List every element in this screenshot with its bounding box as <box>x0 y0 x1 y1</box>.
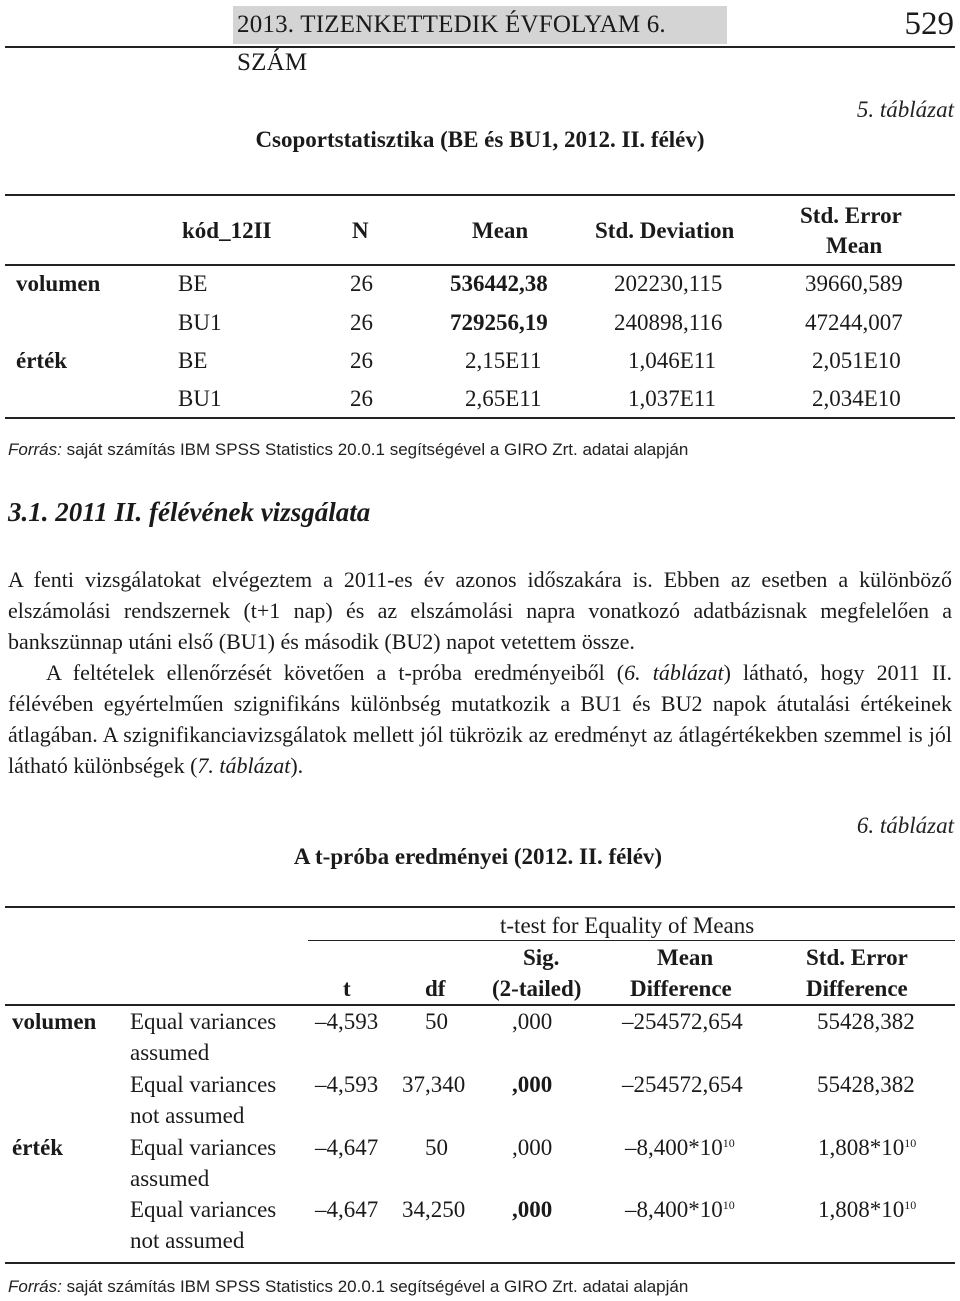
table5-col-mean: Mean <box>472 218 529 243</box>
table5-stddev: 1,046E11 <box>628 348 716 373</box>
source-label: Forrás: <box>8 440 62 459</box>
table6-df: 34,250 <box>402 1197 466 1222</box>
table6-variance-2: assumed <box>130 1166 210 1191</box>
table-ref: 6. táblázat <box>624 660 724 685</box>
table6-md-base: –8,400*10 <box>625 1197 723 1222</box>
table6-md-exp: 10 <box>722 1198 735 1212</box>
table6-group: érték <box>12 1135 64 1160</box>
table5-code: BE <box>178 348 208 373</box>
table6-col-sig-2: (2-tailed) <box>492 976 582 1001</box>
table6-md-base: –8,400*10 <box>625 1135 723 1160</box>
table6-sig: ,000 <box>512 1072 553 1097</box>
table5-n: 26 <box>350 348 373 373</box>
table6-se: 55428,382 <box>817 1009 915 1034</box>
table6-variance: Equal variances <box>130 1009 277 1034</box>
table5-stderr: 2,034E10 <box>812 386 901 411</box>
table5-mean: 2,15E11 <box>465 348 542 373</box>
table6-group: volumen <box>12 1009 97 1034</box>
table6-se-base: 1,808*10 <box>818 1197 905 1222</box>
source-text: saját számítás IBM SPSS Statistics 20.0.1 segítségével a GIRO Zrt. adatai alapján <box>66 1277 689 1296</box>
table5-stderr: 47244,007 <box>805 310 903 335</box>
table6-bottom-rule <box>5 1262 955 1264</box>
table6-variance-2: assumed <box>130 1040 210 1065</box>
table6-col-se-2: Difference <box>806 976 908 1001</box>
table5-label: 5. táblázat <box>856 97 954 122</box>
paragraph-2-part: A feltételek ellenőrzését követően a t-próba eredményeiből ( <box>46 660 625 685</box>
table5-n: 26 <box>350 271 373 296</box>
table6-md: –254572,654 <box>622 1072 743 1097</box>
table5-col-stderr: Std. Error <box>800 203 902 228</box>
table5-group: érték <box>16 348 68 373</box>
table5-code: BU1 <box>178 310 222 335</box>
table6-df: 37,340 <box>402 1072 466 1097</box>
paragraph-2-part: ). <box>290 753 304 778</box>
table5-source <box>8 440 688 460</box>
table5-group: volumen <box>16 271 101 296</box>
table-ref: 7. táblázat <box>197 753 291 778</box>
table5-stderr: 2,051E10 <box>812 348 901 373</box>
table5-mean: 729256,19 <box>450 310 548 335</box>
table6-t: –4,647 <box>315 1135 379 1160</box>
table5-col-n: N <box>352 218 369 243</box>
table6-head-rule <box>5 1004 955 1006</box>
table6-super-rule <box>308 940 955 941</box>
table5-code: BE <box>178 271 208 296</box>
source-label: Forrás: <box>8 1277 62 1296</box>
table6-df: 50 <box>425 1009 448 1034</box>
table6-sig: ,000 <box>512 1197 553 1222</box>
table6-se-base: 1,808*10 <box>818 1135 905 1160</box>
table5-title: Csoportstatisztika (BE és BU1, 2012. II. félév) <box>255 127 705 152</box>
table5-stddev: 202230,115 <box>614 271 723 296</box>
table6-md <box>625 1134 735 1161</box>
table6-col-md-2: Difference <box>630 976 732 1001</box>
table6-md: –254572,654 <box>622 1009 743 1034</box>
table5-head-rule <box>5 264 955 266</box>
table6-variance: Equal variances <box>130 1135 277 1160</box>
source-text: saját számítás IBM SPSS Statistics 20.0.1 segítségével a GIRO Zrt. adatai alapján <box>66 440 689 459</box>
table6-df: 50 <box>425 1135 448 1160</box>
table5-n: 26 <box>350 310 373 335</box>
running-header <box>0 0 960 76</box>
table6-variance: Equal variances <box>130 1197 277 1222</box>
table6-sig: ,000 <box>512 1135 553 1160</box>
paragraph-2 <box>8 657 952 781</box>
table6-col-se: Std. Error <box>806 945 908 970</box>
table6-source <box>8 1277 688 1297</box>
table5-bottom-rule <box>5 417 955 419</box>
table6-label: 6. táblázat <box>856 813 954 838</box>
table6-se-exp: 10 <box>904 1136 917 1150</box>
table5-mean: 2,65E11 <box>465 386 542 411</box>
table6-md <box>625 1196 735 1223</box>
table6-col-md: Mean <box>657 945 714 970</box>
table5-top-rule <box>5 194 955 196</box>
table5-stderr: 39660,589 <box>805 271 903 296</box>
table5-n: 26 <box>350 386 373 411</box>
table6-variance-2: not assumed <box>130 1103 245 1128</box>
table6-super-header: t-test for Equality of Means <box>500 913 755 938</box>
header-rule <box>5 46 955 48</box>
body-text <box>8 564 952 781</box>
table6-sig: ,000 <box>512 1009 553 1034</box>
table5-col-stddev: Std. Deviation <box>595 218 735 243</box>
table6-se-exp: 10 <box>904 1198 917 1212</box>
table6-top-rule <box>5 906 955 908</box>
paragraph-2-part: ) látható, hogy 2011 II. félévében egyértelműen szignifikáns különbség mutatkozik a BU1 és BU2 napok átutalási értékeinek átlagában. A szignifikanciavizsgálatok mellett jól tükrözik az eredményt az átlagértékekben szemmel is jól látható különbségek ( <box>8 660 952 778</box>
table5-stddev: 1,037E11 <box>628 386 716 411</box>
table6-t: –4,593 <box>315 1009 379 1034</box>
table5-stddev: 240898,116 <box>614 310 723 335</box>
journal-title: 2013. TIZENKETTEDIK ÉVFOLYAM 6. SZÁM <box>233 6 727 44</box>
page-number: 529 <box>904 6 954 42</box>
table5-col-stderr-2: Mean <box>826 233 883 258</box>
table6-se: 55428,382 <box>817 1072 915 1097</box>
table6-col-t: t <box>343 976 351 1001</box>
table6-variance-2: not assumed <box>130 1228 245 1253</box>
table6-col-sig: Sig. <box>523 945 560 970</box>
table6-se <box>818 1196 916 1223</box>
table6-se <box>818 1134 916 1161</box>
table5-col-code: kód_12II <box>182 218 272 243</box>
table6-col-df: df <box>425 976 446 1001</box>
table6-t: –4,593 <box>315 1072 379 1097</box>
paragraph-1: A fenti vizsgálatokat elvégeztem a 2011-es év azonos időszakára is. Ebben az esetben a különböző elszámolási rendszernek (t+1 nap) és az elszámolási napra vonatkozó adatbázisnak megfelelően a bankszünnap utáni első (BU1) és második (BU2) napot vetettem össze. <box>8 567 952 654</box>
table5-mean: 536442,38 <box>450 271 548 296</box>
section-title: 3.1. 2011 II. félévének vizsgálata <box>8 497 371 527</box>
table5-code: BU1 <box>178 386 222 411</box>
table6-title: A t-próba eredményei (2012. II. félév) <box>293 844 663 869</box>
table6-md-exp: 10 <box>722 1136 735 1150</box>
table6-variance: Equal variances <box>130 1072 277 1097</box>
table6-t: –4,647 <box>315 1197 379 1222</box>
